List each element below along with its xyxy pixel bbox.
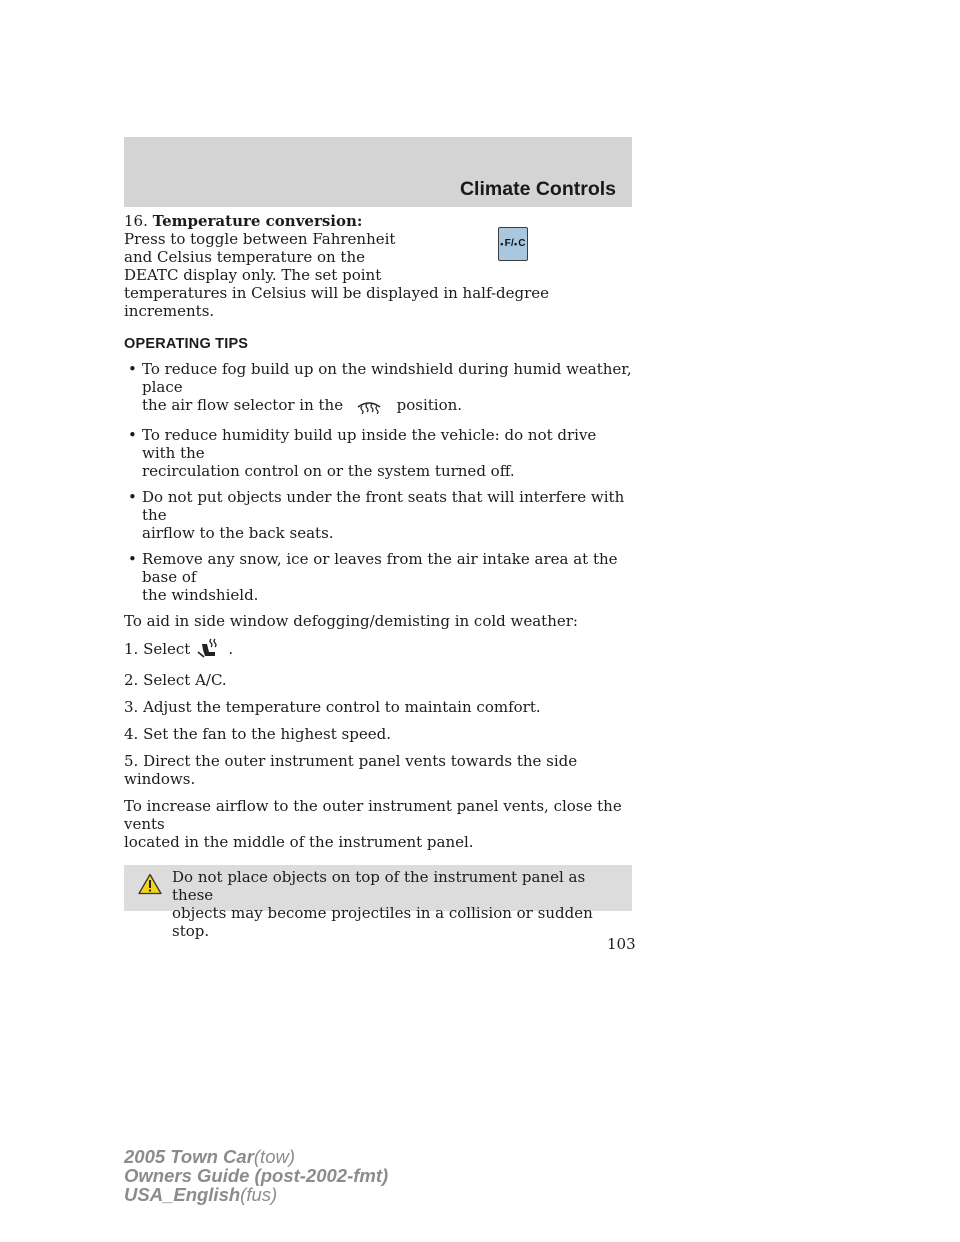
defrost-icon [354, 398, 384, 418]
footer-model: 2005 Town Car [124, 1146, 254, 1167]
tip-text: airflow to the back seats. [142, 524, 334, 542]
tip-text: Remove any snow, ice or leaves from the air intake area at the base of [142, 550, 618, 586]
fahrenheit-celsius-button-icon: • F/ • C [498, 227, 528, 261]
tip-text: the windshield. [142, 586, 259, 604]
list-item [124, 550, 632, 604]
list-item [124, 488, 632, 542]
footer-language: USA_English [124, 1184, 241, 1205]
bullet: • [128, 488, 137, 506]
footer-code: (tow) [253, 1146, 296, 1167]
body-line: located in the middle of the instrument panel. [124, 833, 474, 851]
tip-text: the air flow selector in the [142, 396, 344, 414]
temperature-conversion-text [124, 212, 424, 284]
bullet: • [128, 550, 137, 568]
footer-code: (fus) [240, 1184, 278, 1205]
document-footer [124, 1147, 388, 1204]
page-content [124, 212, 632, 940]
warning-box [124, 865, 632, 940]
body-line: To increase airflow to the outer instrument panel vents, close the vents [124, 797, 622, 833]
section-header-band [124, 137, 632, 207]
step-text: 1. Select [124, 640, 191, 658]
warning-line: Do not place objects on top of the instrument panel as these [172, 868, 586, 904]
list-item [124, 426, 632, 480]
tip-text: To reduce humidity build up inside the vehicle: do not drive with the [142, 426, 597, 462]
defog-step: 2. Select A/C. [124, 671, 227, 689]
footer-guide: Owners Guide (post-2002-fmt) [124, 1165, 389, 1186]
defog-intro: To aid in side window defogging/demisting in cold weather: [124, 612, 578, 630]
body-line: DEATC display only. The set point [124, 266, 382, 284]
tip-text: To reduce fog build up on the windshield during humid weather, place [142, 360, 632, 396]
defog-step: 5. Direct the outer instrument panel vents towards the side windows. [124, 752, 578, 788]
defog-step: 4. Set the fan to the highest speed. [124, 725, 391, 743]
step-text: . [228, 640, 234, 658]
bullet: • [128, 426, 137, 444]
warning-triangle-icon [138, 873, 162, 899]
icon-label-f: F/ [504, 238, 514, 249]
tip-text: recirculation control on or the system turned off. [142, 462, 515, 480]
defog-step-1 [124, 638, 632, 662]
tip-text: position. [396, 396, 463, 414]
page-number: 103 [607, 935, 636, 953]
item-number: 16. [124, 212, 148, 230]
item-heading: Temperature conversion: [152, 212, 363, 230]
floor-defrost-mode-icon [196, 638, 220, 662]
tip-text: Do not put objects under the front seats that will interfere with the [142, 488, 625, 524]
icon-label-c: C [518, 238, 526, 249]
section-title: Climate Controls [459, 178, 616, 200]
operating-tips-heading: OPERATING TIPS [124, 336, 249, 352]
defog-step: 3. Adjust the temperature control to maintain comfort. [124, 698, 541, 716]
warning-line: objects may become projectiles in a collision or sudden stop. [172, 904, 593, 940]
warning-text [172, 868, 622, 940]
bullet: • [128, 360, 137, 378]
body-line: temperatures in Celsius will be displayed in half-degree increments. [124, 284, 550, 320]
body-line: and Celsius temperature on the [124, 248, 365, 266]
airflow-paragraph [124, 797, 632, 851]
operating-tips-list [124, 360, 632, 604]
body-line: Press to toggle between Fahrenheit [124, 230, 396, 248]
temperature-conversion-section [124, 212, 632, 320]
list-item [124, 360, 632, 418]
